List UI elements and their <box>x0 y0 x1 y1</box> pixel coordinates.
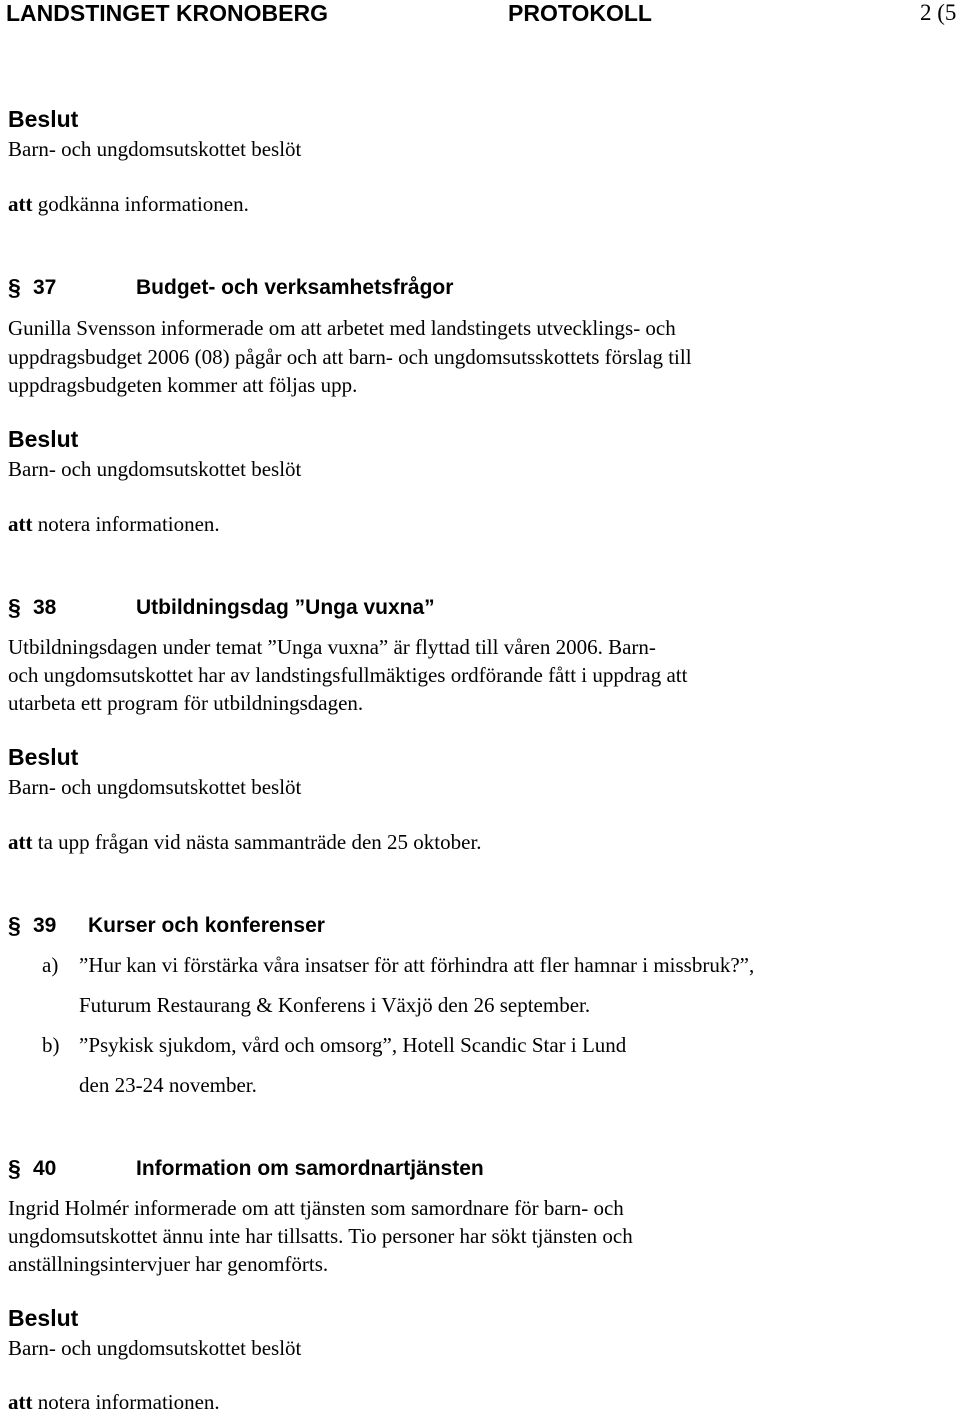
decision-text: notera informationen. <box>32 512 220 536</box>
header-doc-type: PROTOKOLL <box>508 0 652 26</box>
decision-text: notera informationen. <box>32 1390 220 1414</box>
committee-decided: Barn- och ungdomsutskottet beslöt <box>8 1336 302 1360</box>
body-line: Gunilla Svensson informerade om att arbetet med landstingets utvecklings- och <box>8 316 676 340</box>
beslut-heading: Beslut <box>8 1305 79 1331</box>
header-page-number: 2 (5 <box>920 0 957 25</box>
section-number: 37 <box>33 276 57 299</box>
att-label: att <box>8 830 33 854</box>
committee-decided: Barn- och ungdomsutskottet beslöt <box>8 775 302 799</box>
section-number: 39 <box>33 914 57 937</box>
section-symbol: § <box>8 274 21 300</box>
body-line: Ingrid Holmér informerade om att tjänsten som samordnare för barn- och <box>8 1196 624 1220</box>
section-symbol: § <box>8 594 21 620</box>
att-label: att <box>8 512 33 536</box>
decision-text: ta upp frågan vid nästa sammanträde den 25 oktober. <box>32 830 482 854</box>
list-item-line: ”Hur kan vi förstärka våra insatser för att förhindra att fler hamnar i missbruk?”, <box>79 953 755 977</box>
beslut-heading: Beslut <box>8 426 79 452</box>
att-label: att <box>8 192 33 216</box>
section-symbol: § <box>8 1155 21 1181</box>
list-item-marker: a) <box>42 953 59 977</box>
body-line: Utbildningsdagen under temat ”Unga vuxna” är flyttad till våren 2006. Barn- <box>8 635 656 659</box>
body-line: och ungdomsutskottet har av landstingsfullmäktiges ordförande fått i uppdrag att <box>8 663 688 687</box>
section-number: 40 <box>33 1157 57 1180</box>
committee-decided: Barn- och ungdomsutskottet beslöt <box>8 137 302 161</box>
section-title: Kurser och konferenser <box>88 914 325 937</box>
list-item-line: den 23-24 november. <box>79 1073 257 1097</box>
decision-line <box>8 830 482 855</box>
list-item-marker: b) <box>42 1033 60 1057</box>
body-line: utarbeta ett program för utbildningsdagen. <box>8 691 364 715</box>
list-item-line: ”Psykisk sjukdom, vård och omsorg”, Hotell Scandic Star i Lund <box>79 1033 627 1057</box>
beslut-heading: Beslut <box>8 744 79 770</box>
decision-line <box>8 512 220 537</box>
list-item-line: Futurum Restaurang & Konferens i Växjö den 26 september. <box>79 993 591 1017</box>
body-line: uppdragsbudget 2006 (08) pågår och att barn- och ungdomsutsskottets förslag till <box>8 345 692 369</box>
body-line: ungdomsutskottet ännu inte har tillsatts. Tio personer har sökt tjänsten och <box>8 1224 633 1248</box>
decision-line <box>8 1390 220 1415</box>
section-title: Information om samordnartjänsten <box>136 1157 484 1180</box>
section-number: 38 <box>33 596 57 619</box>
decision-line <box>8 192 249 217</box>
section-title: Budget- och verksamhetsfrågor <box>136 276 454 299</box>
section-title: Utbildningsdag ”Unga vuxna” <box>136 596 435 619</box>
beslut-heading: Beslut <box>8 106 79 132</box>
committee-decided: Barn- och ungdomsutskottet beslöt <box>8 457 302 481</box>
att-label: att <box>8 1390 33 1414</box>
body-line: uppdragsbudgeten kommer att följas upp. <box>8 373 358 397</box>
decision-text: godkänna informationen. <box>32 192 249 216</box>
header-organization: LANDSTINGET KRONOBERG <box>6 0 328 26</box>
body-line: anställningsintervjuer har genomförts. <box>8 1252 329 1276</box>
section-symbol: § <box>8 912 21 938</box>
